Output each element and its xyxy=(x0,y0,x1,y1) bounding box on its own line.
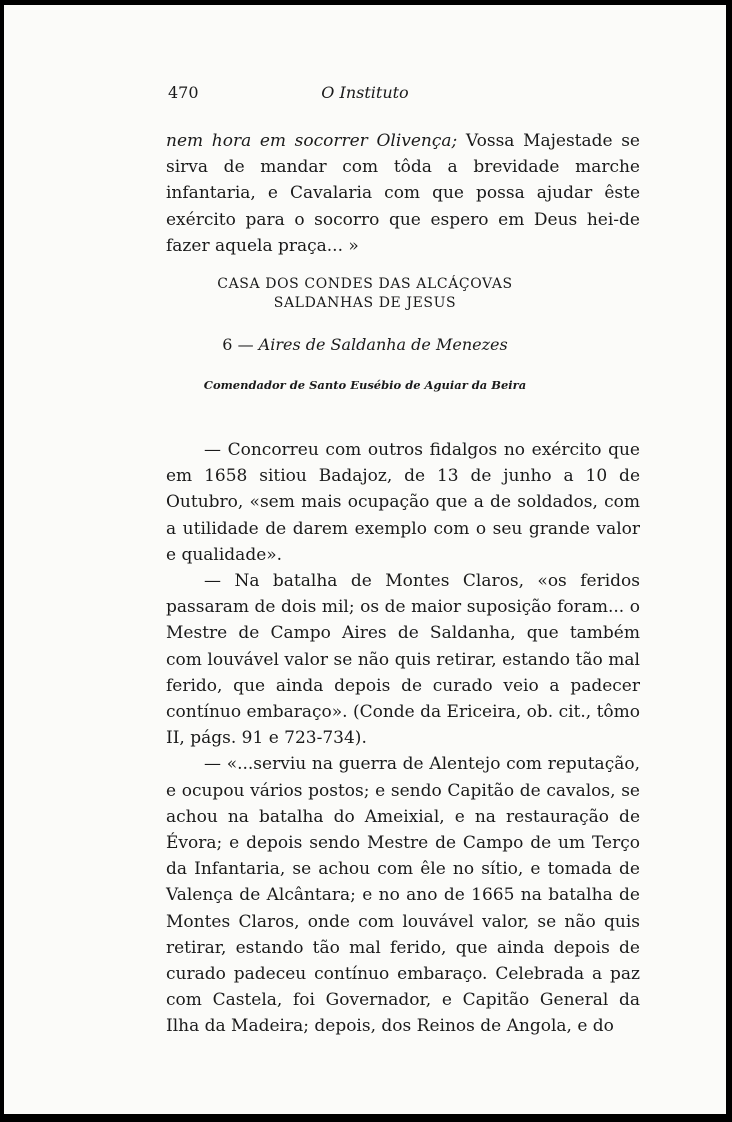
section-heading-line2: SALDANHAS DE JESUS xyxy=(273,295,457,311)
entry-body xyxy=(166,437,640,1040)
running-head xyxy=(4,83,726,105)
body-paragraph-1: — Concorreu com outros fidalgos no exército que em 1658 sitiou Badajoz, de 13 de junho a 10 de Outubro, «sem mais ocupação que a de soldados, com a utilidade de darem exemplo com o seu grande valor e qualidade». xyxy=(166,440,640,565)
section-heading xyxy=(4,275,726,313)
quote-italic-lead: nem hora em socorrer Olivença; xyxy=(166,131,458,151)
section-heading-line1: CASA DOS CONDES DAS ALCÁÇOVAS xyxy=(217,276,513,292)
quote-text: Vossa Majestade se sirva de mandar com tôda a brevidade marche infantaria, e Cavalaria com que possa ajudar êste exército para o socorro que espero em Deus hei-de fazer aquela praça... » xyxy=(166,131,640,256)
entry-subtitle: Comendador de Santo Eusébio de Aguiar da Beira xyxy=(203,378,527,392)
body-paragraph-3: — «...serviu na guerra de Alentejo com reputação, e ocupou vários postos; e sendo Capitão de cavalos, se achou na batalha do Ameixial, e na restauração de Évora; e depois sendo Mestre de Campo de um Terço da Infantaria, se achou com êle no sítio, e tomada de Valença de Alcântara; e no ano de 1665 na batalha de Montes Claros, onde com louvável valor, se não quis retirar, estando tão mal ferido, que ainda depois de curado padeceu contínuo embaraço. Celebrada a paz com Castela, foi Governador, e Capitão General da Ilha da Madeira; depois, dos Reinos de Angola, e do xyxy=(166,754,640,1037)
body-paragraph-2: — Na batalha de Montes Claros, «os feridos passaram de dois mil; os de maior suposição foram... o Mestre de Campo Aires de Saldanha, que também com louvável valor se não quis retirar, estando tão mal ferido, que ainda depois de curado veio a padecer contínuo embaraço». (Conde da Ericeira, ob. cit., tômo II, págs. 91 e 723-734). xyxy=(166,571,640,749)
journal-title: O Instituto xyxy=(321,83,409,102)
page-number: 470 xyxy=(168,83,199,102)
quote-paragraph xyxy=(166,128,640,259)
entry-title xyxy=(4,335,726,354)
quote-continuation xyxy=(166,128,640,259)
scanned-page xyxy=(4,5,726,1114)
entry-name: Aires de Saldanha de Menezes xyxy=(258,335,508,354)
entry-number: 6 — xyxy=(222,335,259,354)
